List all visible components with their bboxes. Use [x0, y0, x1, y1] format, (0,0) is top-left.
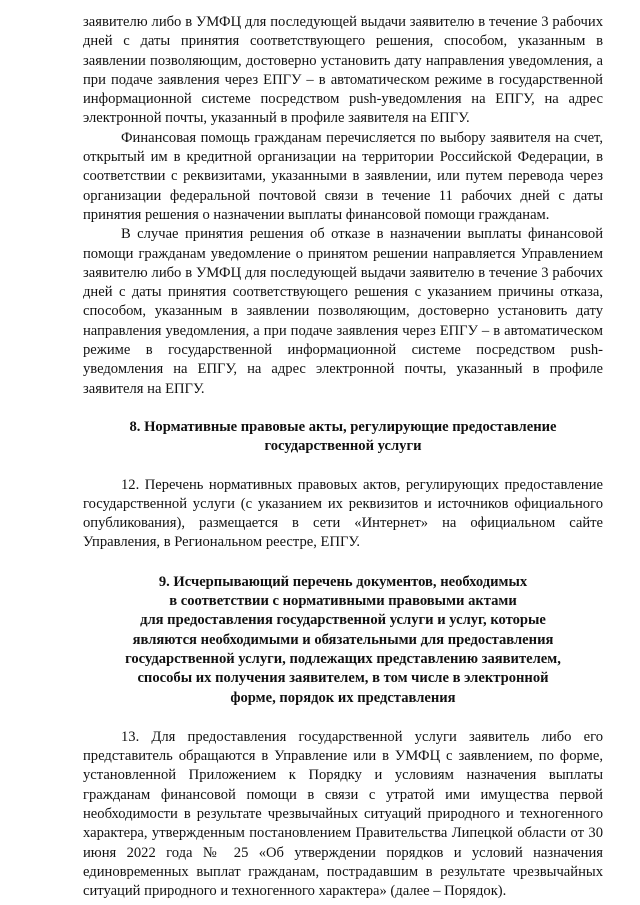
- section-9-heading-line-5: государственной услуги, подлежащих представлению заявителем,: [125, 650, 561, 667]
- section-9-heading-line-7: форме, порядок их представления: [230, 689, 456, 706]
- section-9-heading-line-1: 9. Исчерпывающий перечень документов, необходимых: [158, 573, 528, 590]
- section-9-heading-line-4: являются необходимыми и обязательными для предоставления: [132, 631, 554, 648]
- document-page: [83, 13, 603, 901]
- section-9-heading: [83, 573, 603, 708]
- section-8-heading-line-2: государственной услуги: [264, 438, 422, 455]
- section-9-heading-line-6: способы их получения заявителем, в том числе в электронной: [137, 670, 549, 687]
- paragraph-12: 12. Перечень нормативных правовых актов, регулирующих предоставление государственной услуги (с указанием их реквизитов и источников официального опубликования), размещается в сети «Интернет» на официальном сайте Управления, в Региональном реестре, ЕПГУ.: [83, 476, 603, 551]
- section-8-heading: [83, 418, 603, 457]
- section-8-heading-line-1: 8. Нормативные правовые акты, регулирующие предоставление: [129, 418, 557, 435]
- paragraph-continuation: заявителю либо в УМФЦ для последующей выдачи заявителю в течение 3 рабочих дней с даты принятия соответствующего решения, способом, указанным в заявлении позволяющим, достоверно установить дату направления уведомления, а при подаче заявления через ЕПГУ – в автоматическом режиме в государственной информационной системе посредством push-уведомления на ЕПГУ, на адрес электронной почты, указанный в профиле заявителя на ЕПГУ.: [83, 14, 603, 127]
- paragraph-financial-help: Финансовая помощь гражданам перечисляется по выбору заявителя на счет, открытый им в кредитной организации на территории Российской Федерации, в соответствии с реквизитами, указанными в заявлении, или путем перевода через организации федеральной почтовой связи в течение 11 рабочих дней с даты принятия решения о назначении выплаты финансовой помощи гражданам.: [83, 129, 603, 223]
- section-9-heading-line-3: для предоставления государственной услуги и услуг, которые: [140, 612, 546, 629]
- paragraph-13: 13. Для предоставления государственной услуги заявитель либо его представитель обращаются в Управление или в УМФЦ с заявлением, по форме, установленной Приложением к Порядку и условиям назначения выплаты гражданам финансовой помощи в связи с утратой ими имущества первой необходимости в результате чрезвычайных ситуаций природного и техногенного характера, утвержденным постановлением Правительства Липецкой области от 30 июня 2022 года № 25 «Об утверждении порядков и условий назначения единовременных выплат гражданам, пострадавшим в результате чрезвычайных ситуаций природного и техногенного характера» (далее – Порядок).: [83, 728, 603, 900]
- paragraph-refusal: В случае принятия решения об отказе в назначении выплаты финансовой помощи гражданам уведомление о принятом решении направляется Управлением заявителю либо в УМФЦ для последующей выдачи заявителю в течение 3 рабочих дней с даты принятия соответствующего решения с указанием причины отказа, способом, указанным в заявлении позволяющим, достоверно установить дату направления уведомления, а при подаче заявления через ЕПГУ – в автоматическом режиме в государственной информационной системе посредством push-уведомления на ЕПГУ, на адрес электронной почты, указанный в профиле заявителя на ЕПГУ.: [83, 226, 603, 397]
- section-9-heading-line-2: в соответствии с нормативными правовыми актами: [169, 593, 517, 610]
